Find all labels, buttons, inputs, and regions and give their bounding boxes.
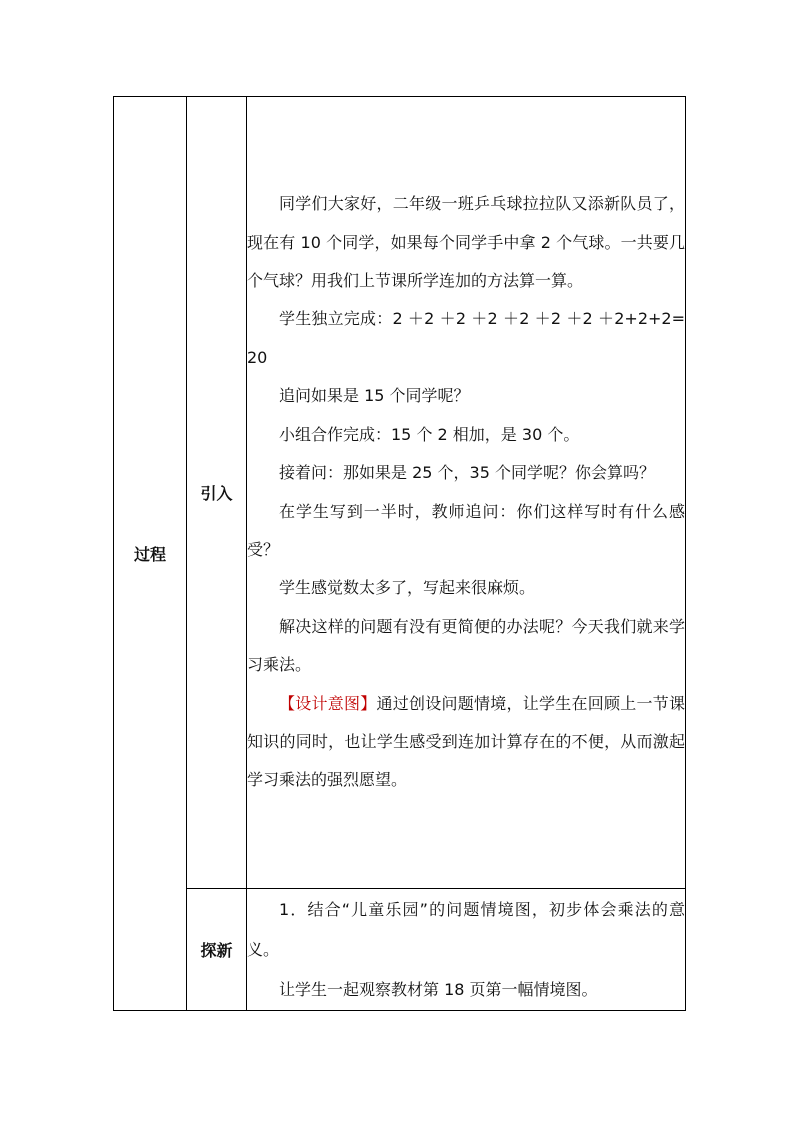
section-label-cell (187, 889, 247, 1011)
section-label-intro: 引入 (200, 484, 233, 503)
paragraph: 接着问：那如果是 25 个，35 个同学呢？你会算吗？ (279, 463, 655, 483)
paragraph: 1．结合“儿童乐园”的问题情境图，初步体会乘法的意义。 (247, 899, 685, 959)
design-intent-paragraph (247, 685, 685, 800)
table-row (114, 97, 686, 889)
section-content-explore (247, 889, 686, 1011)
design-intent-label: 【设计意图】 (279, 693, 377, 713)
paragraph: 解决这样的问题有没有更简便的办法呢？今天我们就来学习乘法。 (247, 616, 685, 675)
paragraph: 学生独立完成：2 ＋2 ＋2 ＋2 ＋2 ＋2 ＋2 ＋2+2+2=20 (247, 309, 685, 367)
paragraph: 同学们大家好，二年级一班乒乓球拉拉队又添新队员了，现在有 10 个同学，如果每个同学手中拿 2 个气球。一共要几个气球？用我们上节课所学连加的方法算一算。 (247, 194, 685, 291)
paragraph: 学生感觉数太多了，写起来很麻烦。 (279, 578, 536, 598)
section-label-cell (187, 97, 247, 889)
paragraph: 追问如果是 15 个同学呢？ (279, 386, 470, 406)
section-label-explore: 探新 (200, 941, 233, 960)
design-intent-text: 通过创设问题情境，让学生在回顾上一节课知识的同时，也让学生感受到连加计算存在的不便，从而激起学习乘法的强烈愿望。 (247, 693, 685, 790)
paragraph: 小组合作完成：15 个 2 相加，是 30 个。 (279, 424, 580, 444)
phase-label: 过程 (133, 545, 166, 564)
paragraph: 让学生一起观察教材第 18 页第一幅情境图。 (279, 979, 598, 999)
paragraph: 在学生写到一半时，教师追问：你们这样写时有什么感受？ (247, 501, 685, 559)
section-content-intro (247, 97, 686, 889)
lesson-plan-table (113, 96, 686, 1011)
phase-label-cell (114, 97, 187, 1011)
table-row (114, 889, 686, 1011)
